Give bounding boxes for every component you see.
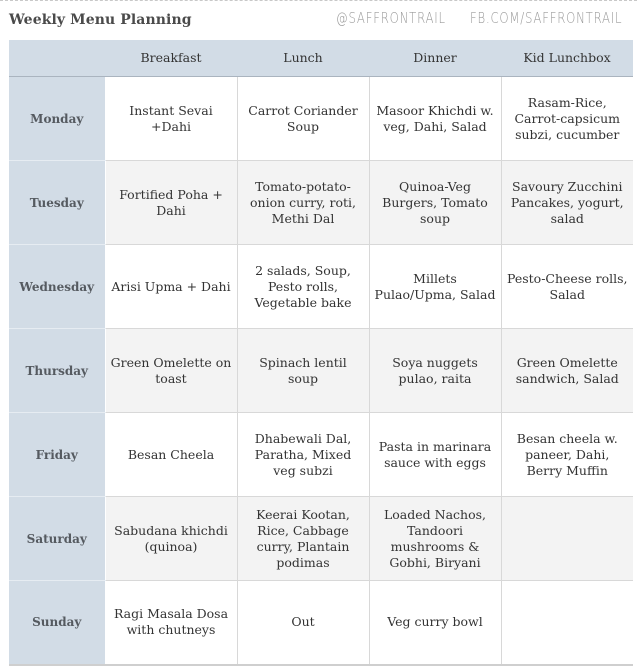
instagram-handle: @SAFFRONTRAIL bbox=[336, 9, 446, 27]
dinner-cell: Quinoa-Veg Burgers, Tomato soup bbox=[369, 161, 501, 245]
page-header bbox=[0, 0, 637, 40]
lunch-cell: Carrot Coriander Soup bbox=[237, 77, 369, 161]
column-header-lunch: Lunch bbox=[237, 40, 369, 77]
table-row bbox=[9, 413, 633, 497]
breakfast-cell: Arisi Upma + Dahi bbox=[105, 245, 237, 329]
lunch-cell: Tomato-potato-onion curry, roti, Methi Dal bbox=[237, 161, 369, 245]
column-header-dinner: Dinner bbox=[369, 40, 501, 77]
lunch-cell: Spinach lentil soup bbox=[237, 329, 369, 413]
kid-lunchbox-cell: Besan cheela w. paneer, Dahi, Berry Muffin bbox=[501, 413, 633, 497]
table-row bbox=[9, 329, 633, 413]
day-label: Friday bbox=[9, 413, 105, 497]
lunch-cell: 2 salads, Soup, Pesto rolls, Vegetable bake bbox=[237, 245, 369, 329]
kid-lunchbox-cell bbox=[501, 581, 633, 665]
day-label: Wednesday bbox=[9, 245, 105, 329]
kid-lunchbox-cell: Green Omelette sandwich, Salad bbox=[501, 329, 633, 413]
breakfast-cell: Fortified Poha + Dahi bbox=[105, 161, 237, 245]
table-row bbox=[9, 77, 633, 161]
dinner-cell: Loaded Nachos, Tandoori mushrooms & Gobhi, Biryani bbox=[369, 497, 501, 581]
breakfast-cell: Ragi Masala Dosa with chutneys bbox=[105, 581, 237, 665]
breakfast-cell: Green Omelette on toast bbox=[105, 329, 237, 413]
kid-lunchbox-cell: Savoury Zucchini Pancakes, yogurt, salad bbox=[501, 161, 633, 245]
kid-lunchbox-cell: Pesto-Cheese rolls, Salad bbox=[501, 245, 633, 329]
lunch-cell: Out bbox=[237, 581, 369, 665]
header-row bbox=[9, 40, 633, 77]
breakfast-cell: Instant Sevai +Dahi bbox=[105, 77, 237, 161]
column-header-kid-lunchbox: Kid Lunchbox bbox=[501, 40, 633, 77]
day-label: Saturday bbox=[9, 497, 105, 581]
breakfast-cell: Sabudana khichdi (quinoa) bbox=[105, 497, 237, 581]
day-label: Monday bbox=[9, 77, 105, 161]
dinner-cell: Soya nuggets pulao, raita bbox=[369, 329, 501, 413]
day-label: Sunday bbox=[9, 581, 105, 665]
table-row bbox=[9, 245, 633, 329]
day-label: Tuesday bbox=[9, 161, 105, 245]
kid-lunchbox-cell bbox=[501, 497, 633, 581]
lunch-cell: Dhabewali Dal, Paratha, Mixed veg subzi bbox=[237, 413, 369, 497]
column-header-breakfast: Breakfast bbox=[105, 40, 237, 77]
facebook-handle: FB.COM/SAFFRONTRAIL bbox=[470, 9, 623, 27]
breakfast-cell: Besan Cheela bbox=[105, 413, 237, 497]
corner-header bbox=[9, 40, 105, 77]
dinner-cell: Millets Pulao/Upma, Salad bbox=[369, 245, 501, 329]
menu-table bbox=[9, 40, 633, 666]
dinner-cell: Veg curry bowl bbox=[369, 581, 501, 665]
table-row bbox=[9, 161, 633, 245]
day-label: Thursday bbox=[9, 329, 105, 413]
dinner-cell: Masoor Khichdi w. veg, Dahi, Salad bbox=[369, 77, 501, 161]
kid-lunchbox-cell: Rasam-Rice, Carrot-capsicum subzi, cucumber bbox=[501, 77, 633, 161]
lunch-cell: Keerai Kootan, Rice, Cabbage curry, Plantain podimas bbox=[237, 497, 369, 581]
dinner-cell: Pasta in marinara sauce with eggs bbox=[369, 413, 501, 497]
table-row bbox=[9, 581, 633, 665]
page-title: Weekly Menu Planning bbox=[9, 12, 192, 28]
table-row bbox=[9, 497, 633, 581]
